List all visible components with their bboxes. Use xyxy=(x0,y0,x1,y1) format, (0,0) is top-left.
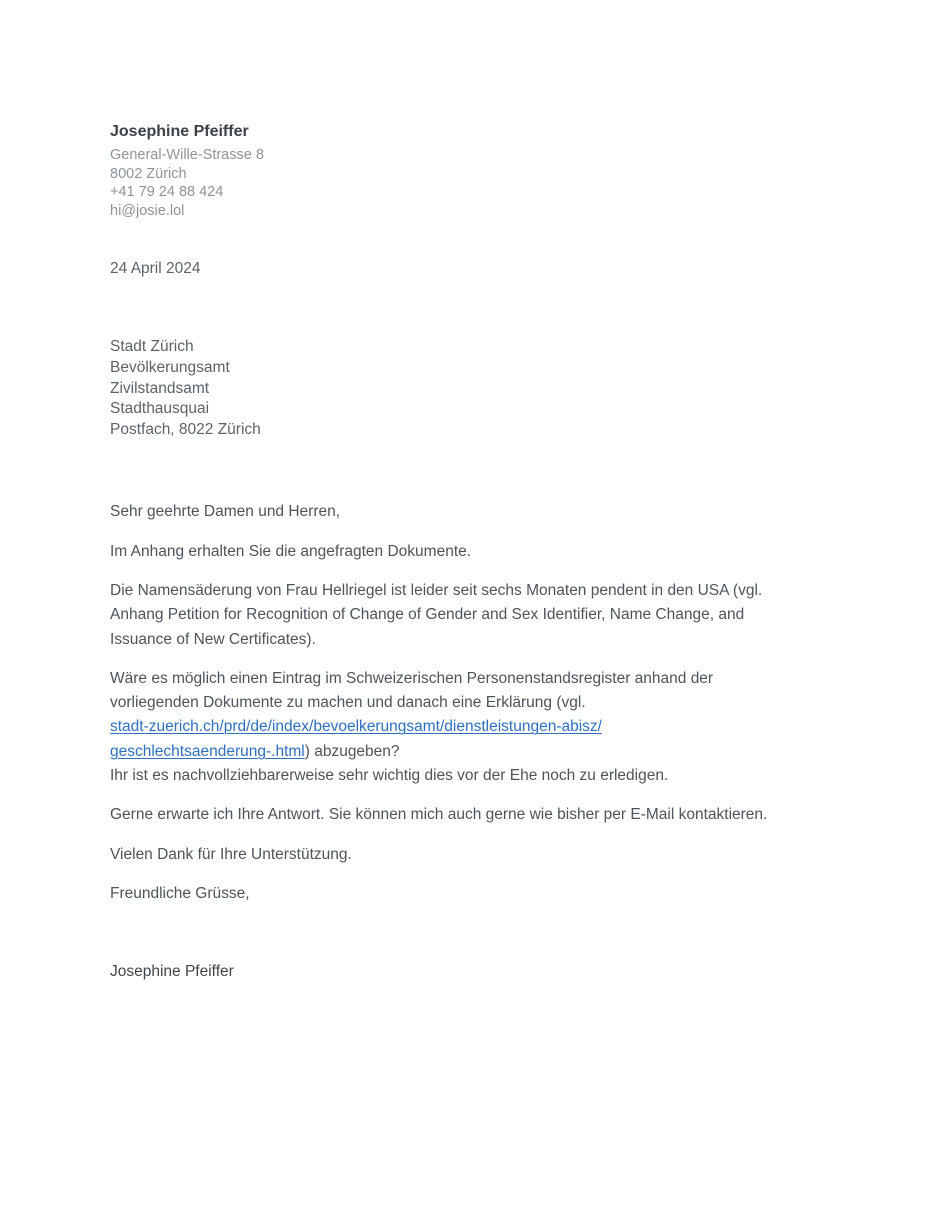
paragraph-request: Wäre es möglich einen Eintrag im Schweizerischen Personenstandsregister anhand der vorliegenden Dokumente zu machen und danach eine Erklärung (vgl. stadt-zuerich.ch/prd/de/index/bevoelkerungsamt/dienstleistungen-abisz/ geschlechtsaenderung-.html) abzugeben? Ihr ist es nachvollziehbarerweise sehr wichtig dies vor der Ehe noch zu erledigen. xyxy=(110,669,714,785)
letter-date: 24 April 2024 xyxy=(110,260,201,278)
sender-phone: +41 79 24 88 424 xyxy=(110,184,224,201)
recipient-line: Zivilstandsamt xyxy=(110,379,210,397)
paragraph-reply: Gerne erwarte ich Ihre Antwort. Sie können mich auch gerne wie bisher per E-Mail kontaktieren. xyxy=(110,806,768,824)
recipient-block xyxy=(110,337,838,440)
stadt-zuerich-link[interactable]: stadt-zuerich.ch/prd/de/index/bevoelkerungsamt/dienstleistungen-abisz/ geschlechtsaenderung-.html xyxy=(110,718,602,760)
paragraph-name-change: Die Namensäderung von Frau Hellriegel ist leider seit sechs Monaten pendent in den USA (vgl. Anhang Petition for Recognition of Change of Gender and Sex Identifier, Name Change, and Issuance of New Certificates). xyxy=(110,581,763,648)
salutation: Sehr geehrte Damen und Herren, xyxy=(110,503,341,521)
sender-email: hi@josie.lol xyxy=(110,202,185,219)
paragraph-thanks: Vielen Dank für Ihre Unterstützung. xyxy=(110,845,352,863)
recipient-line: Bevölkerungsamt xyxy=(110,358,230,376)
recipient-line: Postfach, 8022 Zürich xyxy=(110,420,261,438)
sender-street: General-Wille-Strasse 8 xyxy=(110,147,264,163)
signature-name: Josephine Pfeiffer xyxy=(110,963,234,981)
recipient-line: Stadt Zürich xyxy=(110,338,194,356)
sender-city: 8002 Zürich xyxy=(110,165,187,182)
paragraph-attachments: Im Anhang erhalten Sie die angefragten Dokumente. xyxy=(110,542,472,560)
sender-name: Josephine Pfeiffer xyxy=(110,123,249,140)
sender-block xyxy=(110,120,838,220)
recipient-line: Stadthausquai xyxy=(110,400,210,418)
closing: Freundliche Grüsse, xyxy=(110,884,250,902)
sender-address xyxy=(110,146,838,220)
letter-body xyxy=(110,500,832,984)
